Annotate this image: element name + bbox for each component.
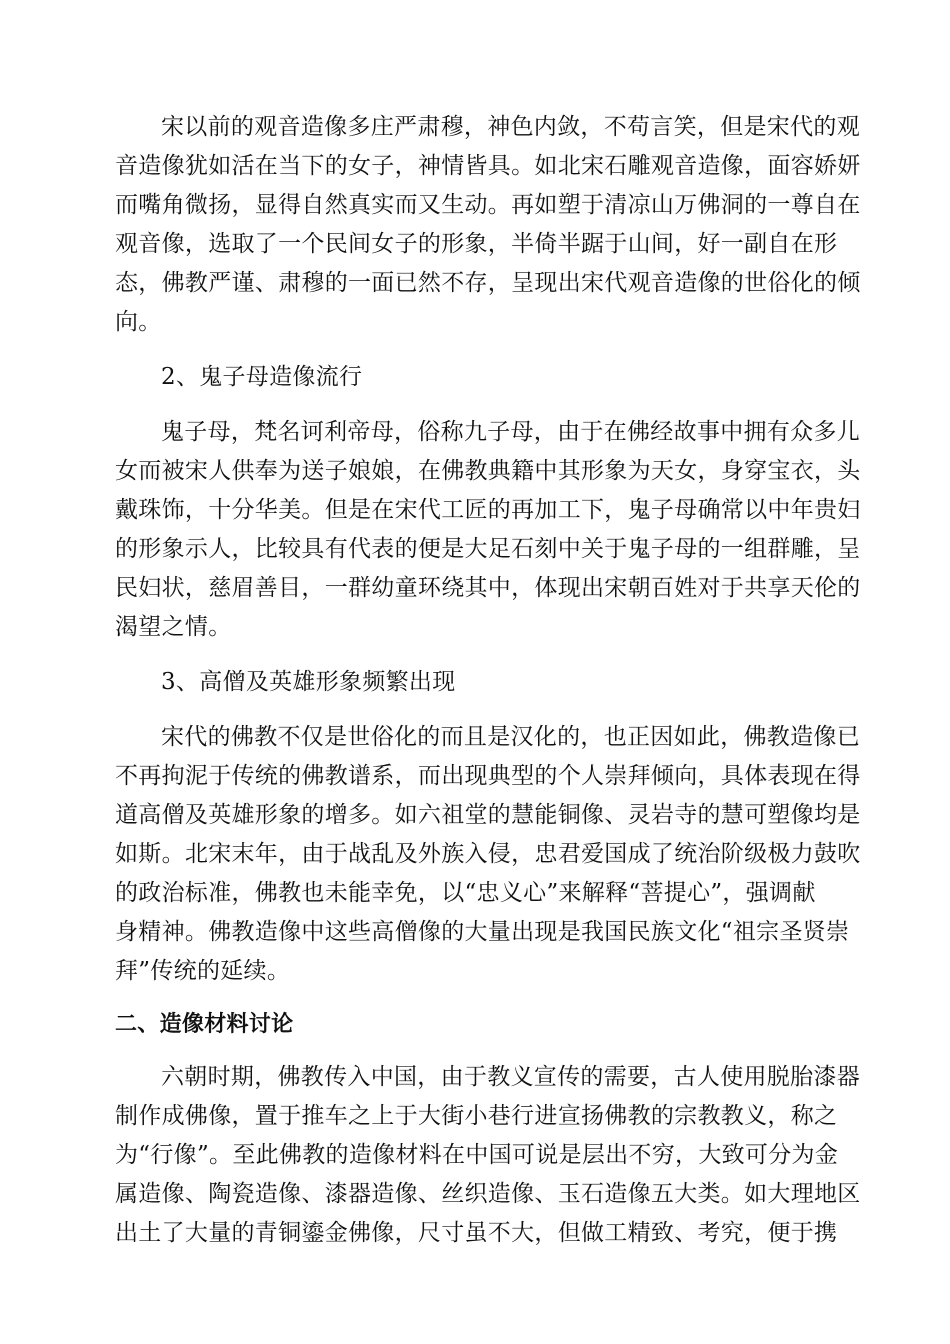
paragraph-gap bbox=[115, 647, 835, 663]
text-line: 观音像，选取了一个民间女子的形象，半倚半踞于山间，好一副自在形 bbox=[115, 231, 838, 257]
text-line: 的形象示人，比较具有代表的便是大足石刻中关于鬼子母的一组群雕，呈 bbox=[115, 536, 861, 562]
paragraph-gap bbox=[115, 702, 835, 718]
section-heading-materials: 二、造像材料讨论 bbox=[115, 1012, 294, 1037]
paragraph-gap bbox=[115, 342, 835, 358]
paragraph-gap bbox=[115, 397, 835, 413]
text-line: 鬼子母，梵名诃利帝母，俗称九子母，由于在佛经故事中拥有众多儿 bbox=[161, 419, 860, 445]
text-line: 出土了大量的青铜鎏金佛像，尺寸虽不大，但做工精致、考究，便于携 bbox=[115, 1220, 838, 1246]
text-line: 身精神。佛教造像中这些高僧像的大量出现是我国民族文化“祖宗圣贤崇 bbox=[115, 919, 850, 945]
document-body bbox=[115, 108, 861, 1253]
text-line: 宋以前的观音造像多庄严肃穆，神色内敛，不苟言笑，但是宋代的观 bbox=[161, 114, 860, 140]
text-line: 如斯。北宋末年，由于战乱及外族入侵，忠君爱国成了统治阶级极力鼓吹 bbox=[115, 841, 861, 867]
paragraph-guizimu bbox=[115, 413, 861, 647]
paragraph-guanyin bbox=[115, 108, 861, 342]
text-line: 渴望之情。 bbox=[115, 614, 232, 640]
paragraph-gap bbox=[115, 1044, 835, 1058]
text-line: 拜”传统的延续。 bbox=[115, 958, 291, 984]
paragraph-monks-heroes bbox=[115, 718, 861, 991]
text-line: 而嘴角微扬，显得自然真实而又生动。再如塑于清凉山万佛洞的一尊自在 bbox=[115, 192, 861, 218]
text-line: 属造像、陶瓷造像、漆器造像、丝织造像、玉石造像五大类。如大理地区 bbox=[115, 1181, 861, 1207]
text-line: 女而被宋人供奉为送子娘娘，在佛教典籍中其形象为天女，身穿宝衣，头 bbox=[115, 458, 861, 484]
subheading-guizimu: 2、鬼子母造像流行 bbox=[161, 364, 363, 390]
text-line: 制作成佛像，置于推车之上于大街小巷行进宣扬佛教的宗教教义，称之 bbox=[115, 1103, 838, 1129]
text-line: 宋代的佛教不仅是世俗化的而且是汉化的，也正因如此，佛教造像已 bbox=[161, 724, 860, 750]
text-line: 道高僧及英雄形象的增多。如六祖堂的慧能铜像、灵岩寺的慧可塑像均是 bbox=[115, 802, 861, 828]
text-line: 向。 bbox=[115, 309, 162, 335]
paragraph-gap bbox=[115, 991, 835, 1005]
text-line: 音造像犹如活在当下的女子，神情皆具。如北宋石雕观音造像，面容娇妍 bbox=[115, 153, 861, 179]
subheading-monks-heroes: 3、高僧及英雄形象频繁出现 bbox=[161, 669, 456, 695]
text-line: 为“行像”。至此佛教的造像材料在中国可说是层出不穷，大致可分为金 bbox=[115, 1142, 839, 1168]
text-line: 不再拘泥于传统的佛教谱系，而出现典型的个人崇拜倾向，具体表现在得 bbox=[115, 763, 861, 789]
text-line: 戴珠饰，十分华美。但是在宋代工匠的再加工下，鬼子母确常以中年贵妇 bbox=[115, 497, 861, 523]
paragraph-materials bbox=[115, 1058, 861, 1253]
text-line: 民妇状，慈眉善目，一群幼童环绕其中，体现出宋朝百姓对于共享天伦的 bbox=[115, 575, 861, 601]
text-line: 六朝时期，佛教传入中国，由于教义宣传的需要，古人使用脱胎漆器 bbox=[161, 1064, 860, 1090]
text-line: 的政治标准，佛教也未能幸免，以“忠义心”来解释“菩提心”，强调献 bbox=[115, 880, 816, 906]
text-line: 态，佛教严谨、肃穆的一面已然不存，呈现出宋代观音造像的世俗化的倾 bbox=[115, 270, 861, 296]
